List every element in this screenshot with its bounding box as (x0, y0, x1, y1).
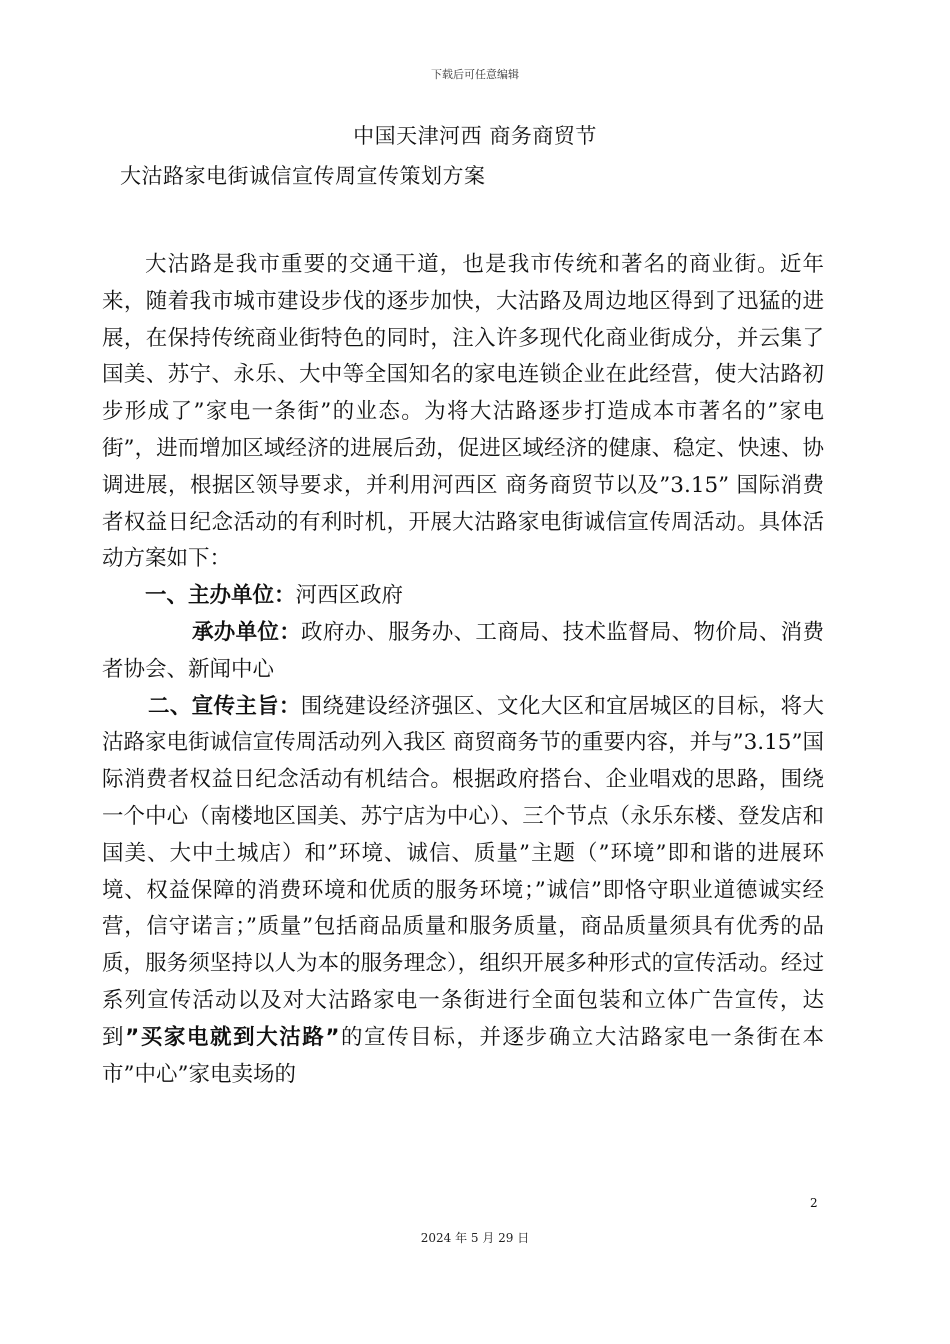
section2-text: 围绕建设经济强区、文化大区和宜居城区的目标，将大沽路家电街诚信宣传周活动列入我区 商贸商务节的重要内容，并与”3.15”国际消费者权益日纪念活动有机结合。根据政府搭台、企业唱戏的思路，围绕一个中心（南楼地区国美、苏宁店为中心）、三个节点（永乐东楼、登发店和国美、大中土城店）和”环境、诚信、质量”主题（”环境”即和谐的进展环境、权益保障的消费环境和优质的服务环境；”诚信”即恪守职业道德诚实经营，信守诺言；”质量”包括商品质量和服务质量，商品质量须具有优秀的品质，服务须坚持以人为本的服务理念），组织开展多种形式的宣传活动。经过系列宣传活动以及对大沽路家电一条街进行全面包装和立体广告宣传，达到 (102, 693, 824, 1050)
section2-tail: 的宣传目标，并逐步确立大沽路家电一条街在本市”中心”家电卖场的 (102, 1024, 824, 1087)
document-title-line2: 大沽路家电街诚信宣传周宣传策划方案 (120, 164, 486, 188)
document-title-line1: 中国天津河西 商务商贸节 (353, 124, 597, 148)
organizer-heading: 承办单位： (192, 619, 302, 645)
section1-heading: 一、主办单位： (145, 583, 296, 609)
section2-paragraph (102, 689, 824, 1094)
section2-heading: 二、宣传主旨： (148, 693, 301, 719)
footer-date: 2024 年 5 月 29 日 (420, 1231, 530, 1245)
header-note: 下载后可任意编辑 (431, 68, 519, 81)
intro-paragraph: 大沽路是我市重要的交通干道，也是我市传统和著名的商业街。近年来，随着我市城市建设步伐的逐步加快，大沽路及周边地区得到了迅猛的进展，在保持传统商业街特色的同时，注入许多现代化商业街成分，并云集了国美、苏宁、永乐、大中等全国知名的家电连锁企业在此经营，使大沽路初步形成了”家电一条街”的业态。为将大沽路逐步打造成本市著名的”家电街”，进而增加区域经济的进展后劲，促进区域经济的健康、稳定、快速、协调进展，根据区领导要求，并利用河西区 商务商贸节以及”3.15” 国际消费者权益日纪念活动的有利时机，开展大沽路家电街诚信宣传周活动。具体活动方案如下： (102, 252, 824, 572)
section1-paragraph (102, 578, 824, 615)
organizer-paragraph (102, 615, 824, 689)
document-body (102, 247, 824, 1093)
organizer-value: 政府办、服务办、工商局、技术监督局、物价局、消费者协会、新闻中心 (102, 619, 824, 682)
section1-value: 河西区政府 (295, 583, 404, 609)
page-number: 2 (810, 1196, 818, 1210)
section2-slogan: ”买家电就到大沽路” (125, 1024, 340, 1050)
